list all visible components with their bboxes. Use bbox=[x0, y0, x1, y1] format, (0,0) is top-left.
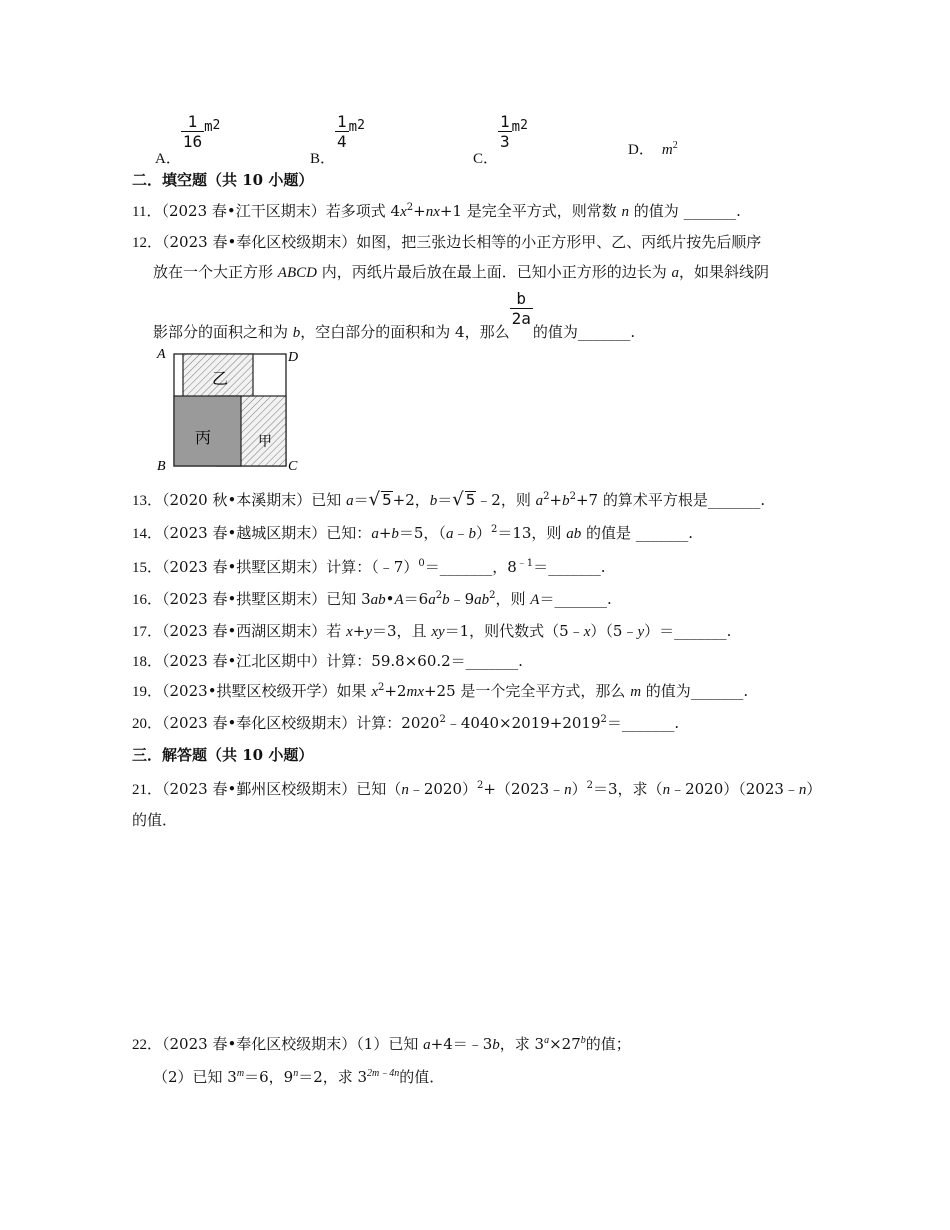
answer-blank[interactable]: _______ bbox=[674, 622, 727, 640]
question-12-line1: 12．（2023 春•奉化区校级期末）如图，把三张边长相等的小正方形甲、乙、丙纸片按先后顺序 bbox=[132, 233, 762, 251]
section-fill-blank-title: 二．填空题（共 10 小题） bbox=[132, 171, 314, 189]
option-a: A． $\frac{1}{16}$ $m^2$ bbox=[155, 112, 221, 167]
option-b: B． $\frac{1}{4}$ $m^2$ bbox=[310, 112, 365, 167]
answer-blank-1[interactable]: _______ bbox=[439, 558, 493, 576]
answer-blank[interactable]: _______ bbox=[554, 590, 607, 608]
squares-figure bbox=[150, 340, 310, 475]
vertex-c-label: C bbox=[288, 459, 298, 474]
label-bing: 丙 bbox=[195, 428, 212, 447]
answer-blank[interactable]: _______ bbox=[707, 491, 761, 509]
answer-blank-2[interactable]: _______ bbox=[548, 558, 601, 576]
vertex-a-label: A bbox=[157, 347, 166, 362]
question-16: 16．（2023 春•拱墅区期末）已知 $3ab•A=6a^2b﹣9ab^2$，则 A＝_______. bbox=[132, 590, 612, 608]
vertex-b-label: B bbox=[157, 459, 166, 474]
question-22-part2: （2）已知 $3^m=6$，$9^n=2$，求 $3^{2m﹣4n}$的值． bbox=[153, 1068, 445, 1086]
question-11: 11．（2023 春•江干区期末）若多项式 $4x^2+nx+1$ 是完全平方式，则常数 n 的值为 _______. bbox=[132, 202, 741, 220]
answer-blank[interactable]: _______ bbox=[635, 524, 689, 542]
question-22-part1: 22．（2023 春•奉化区校级期末）（1）已知 a+4＝﹣3b，求 $3^a\times 27^b$的值； bbox=[132, 1035, 631, 1053]
answer-blank[interactable]: _______ bbox=[690, 682, 744, 700]
vertex-d-label: D bbox=[288, 350, 299, 365]
section-solve-title: 三．解答题（共 10 小题） bbox=[132, 746, 314, 764]
question-15: 15．（2023 春•拱墅区期末）计算：（﹣7）$^0$＝_______，$8^{﹣1}=\_\_\_\_\_\_\_$. bbox=[132, 558, 606, 576]
answer-blank[interactable]: _______ bbox=[577, 322, 631, 341]
option-c: C． $\frac{1}{3}$ $m^2$ bbox=[473, 112, 528, 167]
question-20: 20．（2023 春•奉化区校级期末）计算：$2020^2﹣4040\times 2019+2019^2=\_\_\_\_\_\_\_$. bbox=[132, 714, 680, 732]
option-d: D． $m^2$ bbox=[628, 140, 678, 158]
label-jia: 甲 bbox=[258, 434, 272, 450]
question-19: 19．（2023•拱墅区校级开学）如果 $x^2+2mx+25$ 是一个完全平方式，那么 m 的值为_______. bbox=[132, 682, 749, 700]
question-17: 17．（2023 春•西湖区期末）若 x+y＝3，且 xy＝1，则代数式（5﹣x）（5﹣y）＝_______. bbox=[132, 622, 732, 640]
question-13: 13．（2020 秋•本溪期末）已知 a＝√ 5+2，b＝√ 5﹣2，则 $a^2+b^2+7$ 的算术平方根是_______. bbox=[132, 489, 766, 510]
answer-blank[interactable]: _______ bbox=[683, 202, 737, 220]
answer-blank[interactable]: _______ bbox=[465, 652, 519, 670]
question-18: 18．（2023 春•江北区期中）计算：59.8×60.2＝_______. bbox=[132, 652, 523, 670]
question-12-line3: 影部分的面积之和为 b，空白部分的面积和为 4，那么 $\frac{b}{2a}$ 的值为_______. bbox=[153, 289, 636, 341]
answer-blank[interactable]: _______ bbox=[621, 714, 675, 732]
question-12-line2: 放在一个大正方形 ABCD 内，丙纸片最后放在最上面．已知小正方形的边长为 a，如果斜线阴 bbox=[153, 263, 770, 281]
question-21: 21．（2023 春•鄞州区校级期末）已知（n﹣2020）$^2$+（2023﹣n）$^2$＝3，求（n﹣2020）（2023﹣n）的值． bbox=[132, 780, 822, 829]
question-14: 14．（2023 春•越城区期末）已知：a+b＝5，（a﹣b）$^2$＝13，则 ab 的值是 _______. bbox=[132, 524, 694, 542]
label-yi: 乙 bbox=[212, 369, 229, 388]
